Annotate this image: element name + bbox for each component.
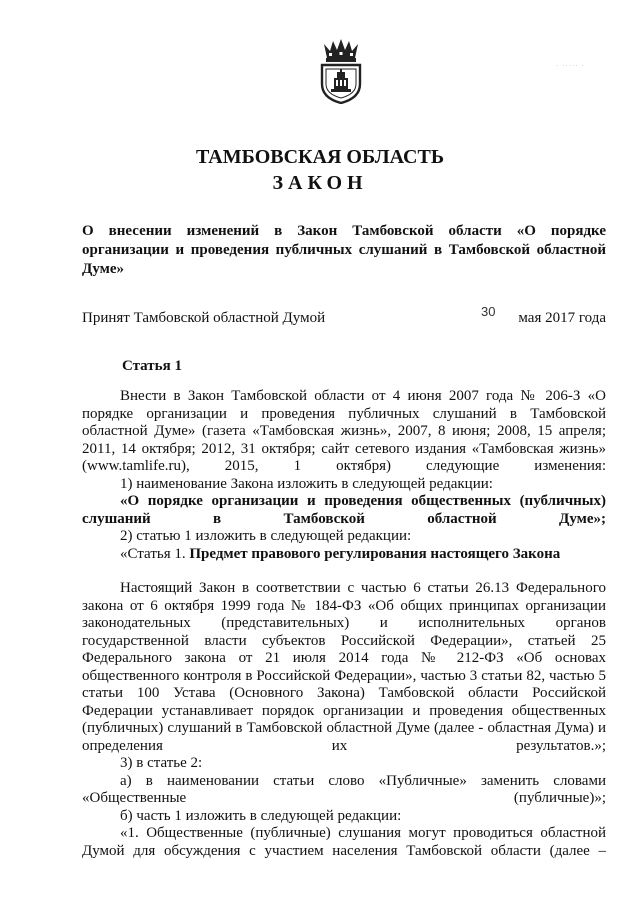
tambov-coat-of-arms-icon bbox=[318, 38, 364, 104]
document-type-title: ЗАКОН bbox=[272, 172, 368, 194]
adoption-line bbox=[82, 304, 606, 330]
paragraph-part-1: «1. Общественные (публичные) слушания могут проводиться областной Думой для обсуждения с участием населения Тамбовской области (далее – bbox=[82, 825, 606, 859]
paragraph-item-1: 1) наименование Закона изложить в следующей редакции: bbox=[120, 475, 493, 492]
article-1-prefix: «Статья 1. bbox=[120, 545, 190, 562]
adoption-label: Принят Тамбовской областной Думой bbox=[82, 310, 326, 326]
article-title: Статья 1 bbox=[122, 358, 182, 374]
adoption-day: 30 bbox=[481, 304, 496, 319]
scan-stamp-mark: · ····· · bbox=[556, 62, 585, 70]
paragraph-item-3: 3) в статье 2: bbox=[120, 755, 203, 771]
article-1-heading-bold: Предмет правового регулирования настоящего Закона bbox=[189, 545, 561, 562]
paragraph-article-1-text: Настоящий Закон в соответствии с частью 6 статьи 26.13 Федерального закона от 6 октября 1999 года № 184-ФЗ «Об общих принципах организации законодательных (представительных) и исполнительных органов государственной власти субъектов Российской Федерации», статьей 25 Федерального закона от 21 июля 2014 года № 212-ФЗ «Об основах общественного контроля в Российской Федерации», частью 3 статьи 82, частью 5 статьи 100 Устава (Основного Закона) Тамбовской области Российской Федерации устанавливает порядок организации и проведения общественных (публичных) слушаний в Тамбовской областной Думе (далее - областная Дума) и определения их результатов.»; bbox=[82, 580, 606, 754]
paragraph-item-3a: а) в наименовании статьи слово «Публичные» заменить словами «Общественные (публичные)»; bbox=[82, 772, 606, 806]
paragraph-new-title: «О порядке организации и проведения общественных (публичных) слушаний в Тамбовской областной Думе»; bbox=[82, 493, 606, 527]
paragraph-article-1-heading bbox=[82, 546, 606, 564]
law-subject-title: О внесении изменений в Закон Тамбовской области «О порядке организации и проведения публичных слушаний в Тамбовской областной Думе» bbox=[82, 223, 606, 277]
article-body bbox=[82, 388, 606, 860]
paragraph-item-3b: б) часть 1 изложить в следующей редакции: bbox=[120, 807, 402, 824]
adoption-date: мая 2017 года bbox=[518, 310, 606, 326]
paragraph-intro: Внести в Закон Тамбовской области от 4 июня 2007 года № 206-З «О порядке организации и проведения публичных слушаний в Тамбовской областной Думе» (газета «Тамбовская жизнь», 2007, 8 июня; 2008, 15 апреля; 2011, 14 октября; 2012, 31 октября; сайт сетевого издания «Тамбовская жизнь» (www.tamlife.ru), 2015, 1 октября) следующие изменения: bbox=[82, 388, 606, 474]
paragraph-item-2: 2) статью 1 изложить в следующей редакции: bbox=[120, 528, 412, 544]
region-title: ТАМБОВСКАЯ ОБЛАСТЬ bbox=[195, 146, 445, 168]
